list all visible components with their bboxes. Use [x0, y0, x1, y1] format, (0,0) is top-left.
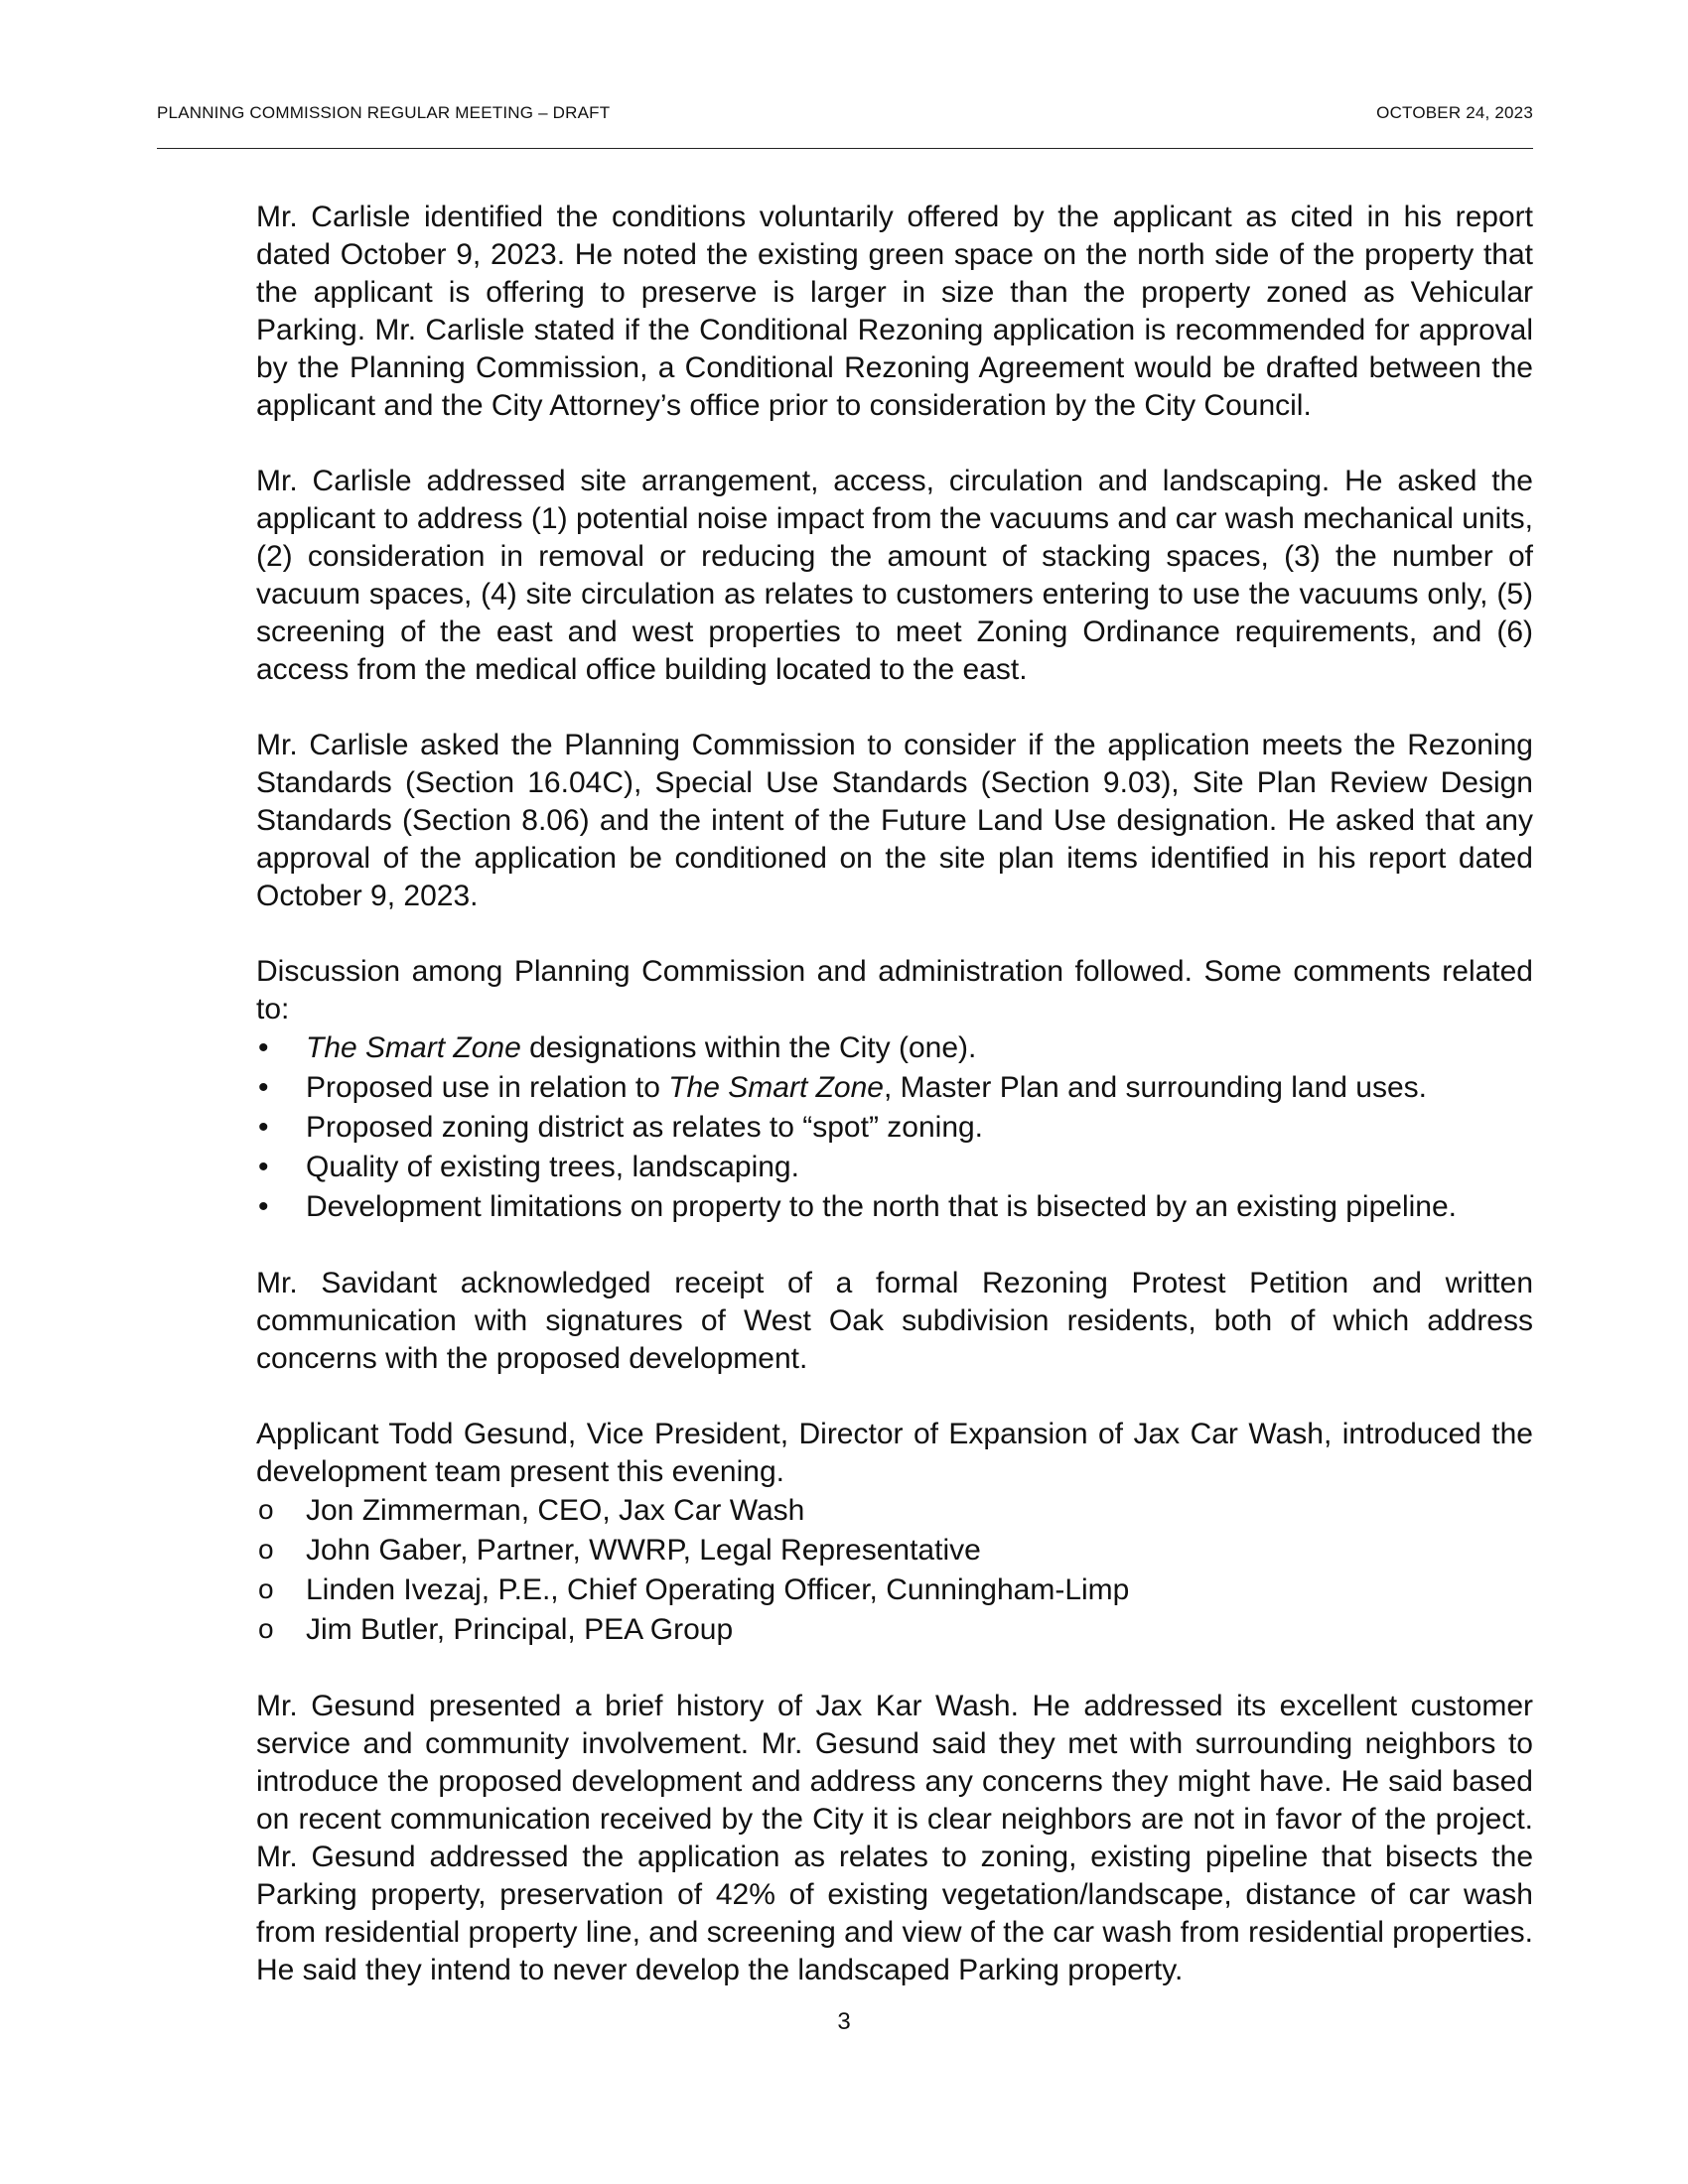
running-header	[157, 103, 1533, 125]
paragraph-discussion: Discussion among Planning Commission and administration followed. Some comments related to:	[256, 955, 1533, 1025]
list-item: • Development limitations on property to the north that is bisected by an existing pipeline.	[256, 1187, 1533, 1227]
list-item: o John Gaber, Partner, WWRP, Legal Representative	[256, 1531, 1533, 1570]
italic-term: The Smart Zone	[668, 1071, 884, 1104]
list-item-text: , Master Plan and surrounding land uses.	[884, 1071, 1427, 1104]
paragraph-standards: Mr. Carlisle asked the Planning Commission to consider if the application meets the Rezoning Standards (Section 16.04C), Special Use Standards (Section 9.03), Site Plan Review Design Standards (Section 8.06) and the intent of the Future Land Use designation. He asked that any approval of the application be conditioned on the site plan items identified in his report dated October 9, 2023.	[256, 729, 1533, 912]
list-item: • Quality of existing trees, landscaping.	[256, 1148, 1533, 1187]
development-team-list	[256, 1491, 1533, 1650]
list-item	[256, 1028, 1533, 1068]
list-item: o Linden Ivezaj, P.E., Chief Operating Officer, Cunningham-Limp	[256, 1570, 1533, 1610]
list-item: • Proposed zoning district as relates to “spot” zoning.	[256, 1108, 1533, 1148]
header-meeting-date: OCTOBER 24, 2023	[1376, 103, 1533, 122]
header-divider	[157, 148, 1533, 149]
paragraph-protest-petition: Mr. Savidant acknowledged receipt of a formal Rezoning Protest Petition and written communication with signatures of West Oak subdivision residents, both of which address concerns with the proposed development.	[256, 1267, 1533, 1375]
list-item: o Jim Butler, Principal, PEA Group	[256, 1610, 1533, 1650]
paragraph-gesund-presentation: Mr. Gesund presented a brief history of Jax Kar Wash. He addressed its excellent customer service and community involvement. Mr. Gesund said they met with surrounding neighbors to introduce the proposed development and address any concerns they might have. He said based on recent communication received by the City it is clear neighbors are not in favor of the project. Mr. Gesund addressed the application as relates to zoning, existing pipeline that bisects the Parking property, preservation of 42% of existing vegetation/landscape, distance of car wash from residential property line, and screening and view of the car wash from residential properties. He said they intend to never develop the landscaped Parking property.	[256, 1690, 1533, 1986]
paragraph-conditions: Mr. Carlisle identified the conditions voluntarily offered by the applicant as cited in his report dated October 9, 2023. He noted the existing green space on the north side of the property that the applicant is offering to preserve is larger in size than the property zoned as Vehicular Parking. Mr. Carlisle stated if the Conditional Rezoning application is recommended for approval by the Planning Commission, a Conditional Rezoning Agreement would be drafted between the applicant and the City Attorney’s office prior to consideration by the City Council.	[256, 201, 1533, 422]
list-item	[256, 1068, 1533, 1108]
comments-list	[256, 1028, 1533, 1227]
header-meeting-title: PLANNING COMMISSION REGULAR MEETING – DRAFT	[157, 103, 611, 122]
paragraph-site-arrangement: Mr. Carlisle addressed site arrangement, access, circulation and landscaping. He asked the applicant to address (1) potential noise impact from the vacuums and car wash mechanical units, (2) consideration in removal or reducing the amount of stacking spaces, (3) the number of vacuum spaces, (4) site circulation as relates to customers entering to use the vacuums only, (5) screening of the east and west properties to meet Zoning Ordinance requirements, and (6) access from the medical office building located to the east.	[256, 465, 1533, 686]
italic-term: The Smart Zone	[306, 1031, 521, 1064]
paragraph-applicant-intro: Applicant Todd Gesund, Vice President, Director of Expansion of Jax Car Wash, introduced the development team present this evening.	[256, 1418, 1533, 1488]
list-item-text: Proposed use in relation to	[306, 1071, 669, 1104]
page-number: 3	[837, 2008, 851, 2035]
list-item-text: designations within the City (one).	[520, 1031, 977, 1064]
minutes-body	[256, 199, 1533, 1989]
list-item: o Jon Zimmerman, CEO, Jax Car Wash	[256, 1491, 1533, 1531]
